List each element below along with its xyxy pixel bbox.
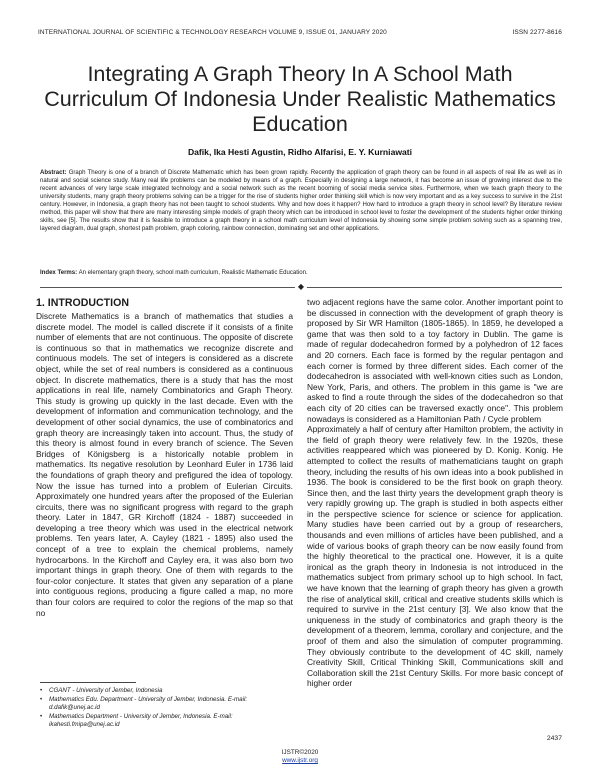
footnote-text: Mathematics Department - University of Jember, Indonesia. E-mail: ikahesti.fmipa@unej.ac.id [49,713,233,729]
bullet-icon: • [40,696,43,704]
footnote-item [40,696,290,712]
author-list: Dafik, Ika Hesti Agustin, Ridho Alfarisi, E. Y. Kurniawati [187,147,413,157]
left-column [36,297,293,618]
footnote-item [40,687,290,695]
abstract [40,169,562,233]
index-terms-text: An elementary graph theory, school math curriculum, Realistic Mathematic Education. [78,270,308,276]
issn: ISSN 2277-8616 [512,29,562,36]
index-terms [40,269,562,277]
author-affiliations [40,687,290,730]
section-divider [40,283,562,291]
bullet-icon: • [40,687,43,694]
footnote-text: Mathematics Edu. Department - University of Jember, Indonesia. E-mail: d.dafik@unej.ac.id [49,696,248,712]
right-column [307,297,563,689]
section-heading-introduction: 1. INTRODUCTION [36,297,129,309]
journal-name: INTERNATIONAL JOURNAL OF SCIENTIFIC & TECHNOLOGY RESEARCH VOLUME 9, ISSUE 01, JANUARY 2020 [38,29,387,36]
footnote-text: CGANT - University of Jember, Indonesia [49,687,163,694]
footnote-rule [40,682,136,683]
index-terms-label: Index Terms: [40,270,78,276]
intro-paragraph-1: Discrete Mathematics is a branch of mathematics that studies a discrete model. The model is called discrete if it consists of a finite number of elements that are not continuous. The opposite of discrete is continuous so that in mathematics we recognize discrete and continuous models. The set of integers is considered as a discrete object, while the set of real numbers is considered as a continuous object. In discrete mathematics, there is a study that has the most applications in real life, namely Combinatorics and Graph Theory. This study is growing up quickly in the last decade. Even with the development of information and communication technology, and the development of other social dynamics, the use of combinatorics and graph theory are increasingly taken into account. Thus, the study of this theory is almost found in every branch of science. The Seven Bridges of Königsberg is a historically notable problem in mathematics. Its negative resolution by Leonhard Euler in 1736 laid the foundations of graph theory and prefigured the idea of topology. Now the issue has turned into a problem of Eulerian Circuits. Approximately one hundred years after the proposed of the Eulerian circuits, there was no significant progress with regard to the graph theory. Later in 1847, GR Kirchoff (1824 - 1887) succeeded in developing a tree theory which was used in the electrical network problems. Ten years later, A. Cayley (1821 - 1895) also used the concept of a tree to explain the chemical problems, namely hydrocarbons. In the Kirchoff and Cayley era, it was also born two important things in graph theory. One of them with regards to the four-color conjecture. It states that given any separation of a plane into contiguous regions, producing a figure called a map, no more than four colors are required to color the regions of the map so that no [36,311,293,618]
diamond-icon: ◆ [295,282,307,292]
abstract-text: Graph Theory is one of a branch of Discrete Mathematic which has been grown rapidly. Recently the application of graph theory can be found in all aspects of real life as well as in natural and social science study. Many real life problems can be modeled by means of a graph. Especially in designing a large network, it has become an issue of growing interest due to the recent advances of very large scale integrated technology and a social network such as the recent booming of social media service sites. Furthermore, when we teach graph theory to the university students, many graph theory problems solving can be a trigger for the rise of students higher order thinking skill which is now very important and as a key success to survive in the 21st century. However, in Indonesia, a graph theory has not been taught to school students. Why and how does it happen? How hard to introduce a graph theory in school level? By literature review method, this paper will show that there are many interesting simple models of graph theory which can be introduced in school level to foster the development of the students higher order thinking skills, see [5]. The results show that it is feasible to introduce a graph theory in a school math curriculum level of Indonesia by showing some simple problem solving such as a spanning tree, layered diagram, dual graph, shortest path problem, graph coloring, rainbow connection, dominating set and other applications. [40,170,562,233]
page-footer [0,749,600,765]
bullet-icon: • [40,713,43,721]
intro-paragraph-3: Approximately a half of century after Hamilton problem, the activity in the field of graph theory were relatively few. In the 1920s, these activities reappeared which was pioneered by D. Konig. Konig. He attempted to collect the results of mathematicians taught on graph theory, including the results of his own ideas into a book published in 1936. The book is considered to be the first book on graph theory. Since then, and the last thirty years the development graph theory is very rapidly growing up. The graph is studied in both aspects either in the perspective science for science or science for application. Many studies have been carried out by a group of researchers, thousands and even millions of articles have been published, and a wide of various books of graph theory can be now easily found from the highly theoretical to the practical one. However, it is a quite ironical as the graph theory in Indonesia is not introduced in the mathematics subject from primary school up to high school. In fact, we have known that the learning of graph theory has given a growth the rise of analytical skill, critical and creative students skills which is required to survive in the 21st century [3]. We also know that the uniqueness in the study of combinatorics and graph theory is the development of a theorem, lemma, corollary and conjecture, and the proof of them and also the simulation of computer programming. They obviously contribute to the development of 4C skill, namely Creativity Skill, Critical Thinking Skill, Communications skill and Collaboration skill the 21st Century Skills. For more basic concept of higher order [307,424,563,689]
journal-header [38,29,562,36]
footer-copyright: IJSTR©2020 [281,749,319,756]
footnote-item [40,713,290,729]
page-number: 2437 [546,735,562,742]
paper-title: Integrating A Graph Theory In A School Math Curriculum Of Indonesia Under Realistic Mathematics Education [44,62,556,136]
intro-paragraph-2: two adjacent regions have the same color. Another important point to be discussed in connection with the development of graph theory is proposed by Sir WR Hamilton (1805-1865). In 1859, he developed a game that was then sold to a toy factory in Dublin. The game is made of regular dodecahedron formed by a polyhedron of 12 faces and 20 corners. Each face is formed by the regular pentagon and each corner is formed by three different sides. Each corner of the dodecahedron is associated with well-known cities such as London, New York, Paris, and others. The problem in this game is "we are asked to find a route through the sides of the dodecahedron so that each city of 20 cities can be traversed exactly once". This problem nowadays is considered as a Hamiltonian Path / Cycle problem [307,297,563,424]
abstract-label: Abstract: [40,170,67,176]
footer-url-link[interactable]: www.ijstr.org [282,757,318,764]
